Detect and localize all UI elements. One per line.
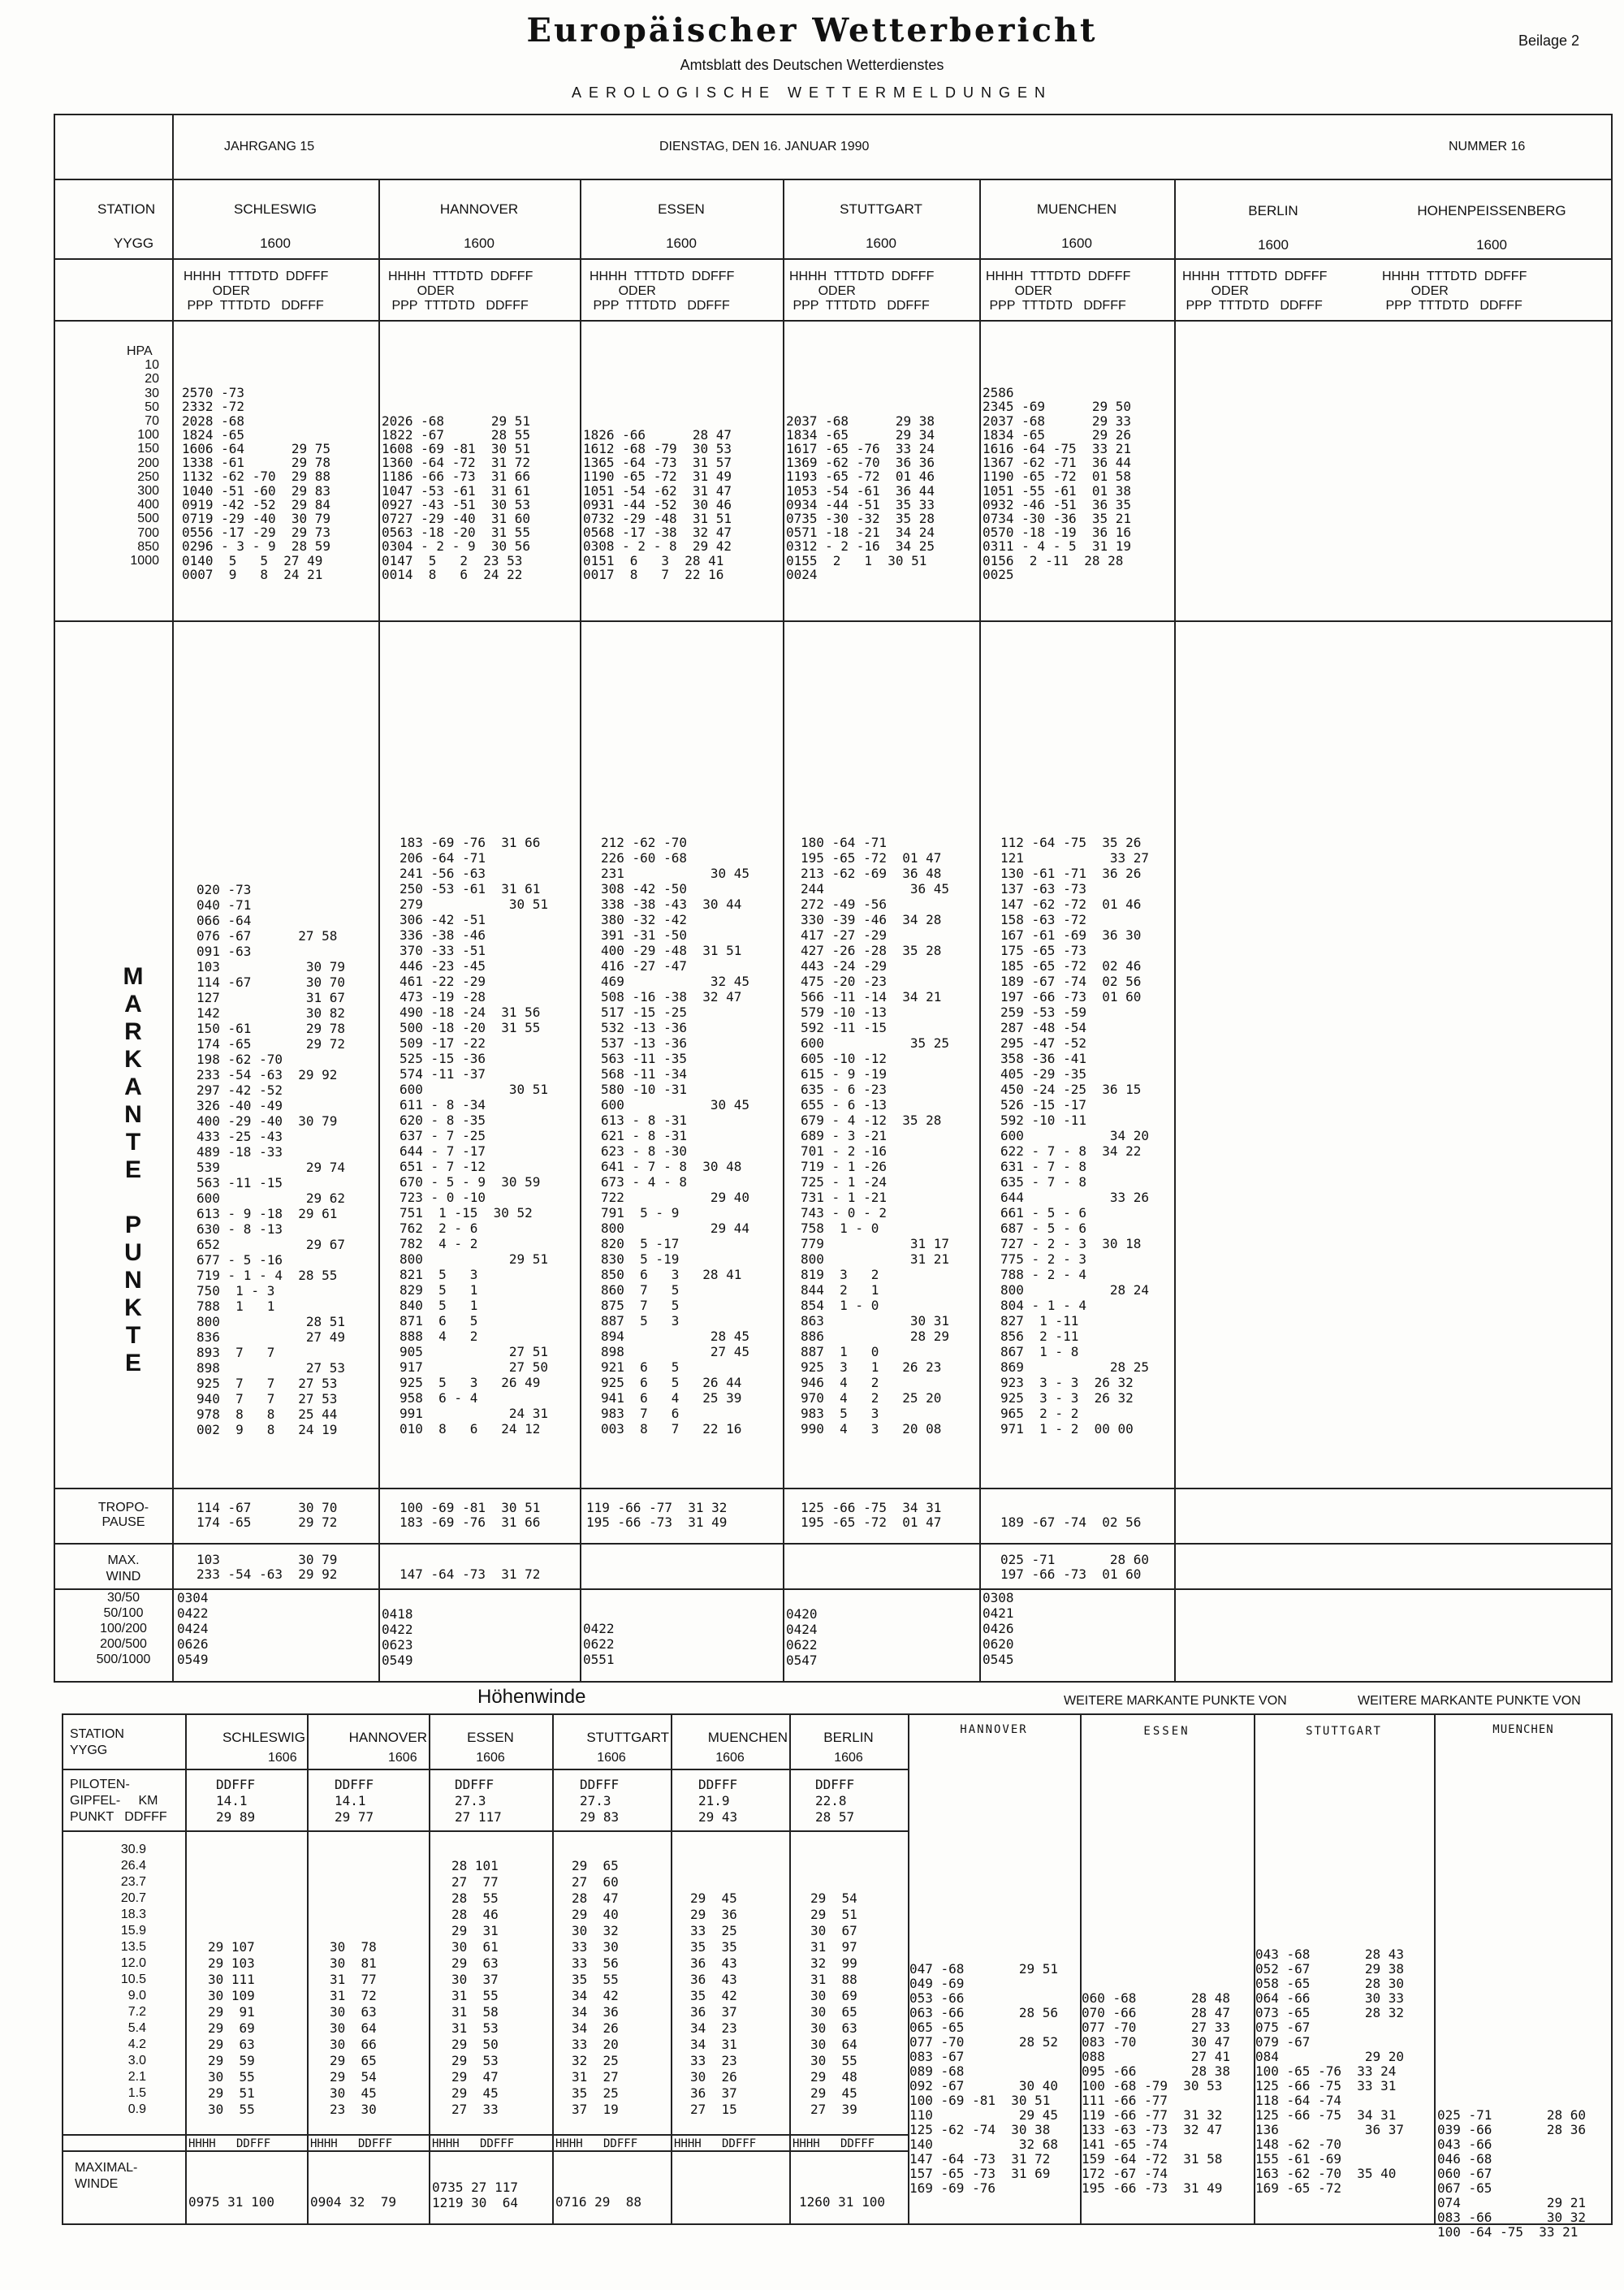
- time-essen: 1600: [666, 235, 697, 251]
- hhhh-hannover: HHHH DDFFF: [310, 2137, 393, 2150]
- maxwind-label: MAX. WIND: [106, 1553, 141, 1584]
- time-hohenpeissenberg: 1600: [1476, 237, 1507, 253]
- hhhh-essen: HHHH DDFFF: [432, 2137, 515, 2150]
- hw-station-hannover: HANNOVER: [348, 1730, 427, 1745]
- weitere-label-1: WEITERE MARKANTE PUNKTE VON: [1064, 1694, 1287, 1708]
- hw-hannover: 30 78 30 81 31 77 31 72 30 63 30 64 30 66 29 65 29 54 30 45 23 30: [330, 1939, 377, 2117]
- max-hannover: 0904 32 79: [310, 2194, 396, 2210]
- tropopause-label: TROPO- PAUSE: [97, 1501, 149, 1529]
- max-schleswig: 0975 31 100: [188, 2194, 274, 2210]
- std-essen: 1826 -66 28 47 1612 -68 -79 30 53 1365 -64 -73 31 57 1190 -65 -72 31 49 1051 -54 -62 31 47 0931 -44 -52 30 46 0732 -29 -48 31 51 0568 -17 -38 32 47 0308 - 2 - 8 29 42 0151 6 3 28 41 0017 8 7 22 16: [583, 426, 732, 582]
- jahrgang: JAHRGANG 15: [224, 140, 315, 153]
- station-stuttgart: STUTTGART: [840, 201, 922, 217]
- beilage-label: Beilage 2: [1518, 32, 1580, 49]
- hw-time-essen: 1606: [476, 1751, 505, 1765]
- time-muenchen: 1600: [1061, 235, 1092, 251]
- mk-stuttgart: 180 -64 -71 195 -65 -72 01 47 213 -62 -69 36 48 244 36 45 272 -49 -56 330 -39 -46 34 28 417 -27 -29 427 -26 -28 35 28 443 -24 -29 475 -20 -23 566 -11 -14 34 21 579 -10 -13 592 -11 -15 600 35 25 605 -10 -12 615 - 9 -19 635 - 6 -23 655 - 6 -13 679 - 4 -12 35 28 689 - 3 -21 701 - 2 -16 719 - 1 -26 725 - 1 -24 731 - 1 -21 743 - 0 - 2 758 1 - 0 779 31 17 800 31 21 819 3 2 844 2 1 854 1 - 0 863 30 31 886 28 29 887 1 0 925 3 1 26 23 946 4 2 970 4 2 25 20 983 5 3 990 4 3 20 08: [801, 835, 950, 1437]
- mk-muenchen: 112 -64 -75 35 26 121 33 27 130 -61 -71 36 26 137 -63 -73 147 -62 -72 01 46 158 -63 -72 167 -61 -69 36 30 175 -65 -73 185 -65 -72 02 46 189 -67 -74 02 56 197 -66 -73 01 60 259 -53 -59 287 -48 -54 295 -47 -52 358 -36 -41 405 -29 -35 450 -24 -25 36 15 526 -15 -17 592 -10 -11 600 34 20 622 - 7 - 8 34 22 631 - 7 - 8 635 - 7 - 8 644 33 26 661 - 5 - 6 687 - 5 - 6 727 - 2 - 3 30 18 775 - 2 - 3 788 - 2 - 4 800 28 24 804 - 1 - 4 827 1 -11 856 2 -11 867 1 - 8 869 28 25 923 3 - 3 26 32 925 3 - 3 26 32 965 2 - 2 971 1 - 2 00 00: [1000, 835, 1150, 1437]
- hw-berlin: 29 54 29 51 30 67 31 97 32 99 31 88 30 69 30 65 30 63 30 64 30 55 29 48 29 45 27 39: [810, 1890, 857, 2117]
- station-hohenpeissenberg: HOHENPEISSENBERG: [1417, 203, 1566, 218]
- mk-hannover: 183 -69 -76 31 66 206 -64 -71 241 -56 -63 250 -53 -61 31 61 279 30 51 306 -42 -51 336 -38 -46 370 -33 -51 446 -23 -45 461 -22 -29 473 -19 -28 490 -18 -24 31 56 500 -18 -20 31 55 509 -17 -22 525 -15 -36 574 -11 -37 600 30 51 611 - 8 -34 620 - 8 -35 637 - 7 -25 644 - 7 -17 651 - 7 -12 670 - 5 - 9 30 59 723 - 0 -10 751 1 -15 30 52 762 2 - 6 782 4 - 2 800 29 51 821 5 3 829 5 1 840 5 1 871 6 5 888 4 2 905 27 51 917 27 50 925 5 3 26 49 958 6 - 4 991 24 31 010 8 6 24 12: [400, 835, 549, 1437]
- mw-muenchen: 025 -71 28 60 197 -66 -73 01 60: [1000, 1552, 1150, 1582]
- station-essen: ESSEN: [658, 201, 705, 217]
- hw-station-schleswig: SCHLESWIG: [222, 1730, 305, 1745]
- time-berlin: 1600: [1258, 237, 1289, 253]
- mw-schleswig: 103 30 79 233 -54 -63 29 92: [197, 1552, 338, 1582]
- std-schleswig: 2570 -73 2332 -72 2028 -68 1824 -65 1606 -64 29 75 1338 -61 29 78 1132 -62 -70 29 88 1040 -51 -60 29 83 0919 -42 -52 29 84 0719 -29 -40 30 79 0556 -17 -29 29 73 0296 - 3 - 9 28 59 0140 5 5 27 49 0007 9 8 24 21: [182, 385, 331, 582]
- std-hannover: 2026 -68 29 51 1822 -67 28 55 1608 -69 -81 30 51 1360 -64 -72 31 72 1186 -66 -73 31 66 1047 -53 -61 31 61 0927 -43 -51 30 53 0727 -29 -40 31 60 0563 -18 -20 31 55 0304 - 2 - 9 30 56 0147 5 2 23 53 0014 8 6 24 22: [382, 413, 531, 582]
- time-hannover: 1600: [464, 235, 495, 251]
- page-title: Europäischer Wetterbericht: [526, 11, 1098, 50]
- col-header-hohenpeissenberg: HHHH TTTDTD DDFFF ODER PPP TTTDTD DDFFF: [1382, 270, 1527, 313]
- extra-hannover: HANNOVER: [960, 1723, 1028, 1736]
- tropo-hannover: 100 -69 -81 30 51 183 -69 -76 31 66: [400, 1500, 541, 1530]
- time-schleswig: 1600: [260, 235, 291, 251]
- extra-data-hannover: 047 -68 29 51 049 -69 053 -66 063 -66 28 56 065 -65 077 -70 28 52 083 -67 089 -68 092 -67 30 40 100 -69 -81 30 51 110 29 45 125 -62 -74 30 38 140 32 68 147 -64 -73 31 72 157 -65 -73 31 69 169 -69 -76: [909, 1961, 1059, 2196]
- pilot-berlin: DDFFF 22.8 28 57: [815, 1777, 855, 1825]
- page-subtitle: Amtsblatt des Deutschen Wetterdienstes: [680, 57, 944, 73]
- hw-station-berlin: BERLIN: [823, 1730, 874, 1745]
- hw-station-muenchen: MUENCHEN: [707, 1730, 788, 1745]
- markante-punkte-label: M A R K A N T E P U N K T E: [123, 963, 144, 1376]
- col-header-schleswig: HHHH TTTDTD DDFFF ODER PPP TTTDTD DDFFF: [184, 270, 329, 313]
- col-header-essen: HHHH TTTDTD DDFFF ODER PPP TTTDTD DDFFF: [590, 270, 735, 313]
- tropo-essen: 119 -66 -77 31 32 195 -66 -73 31 49: [586, 1500, 728, 1530]
- col-header-berlin: HHHH TTTDTD DDFFF ODER PPP TTTDTD DDFFF: [1182, 270, 1328, 313]
- hpa-label: HPA: [127, 344, 153, 358]
- hhhh-stuttgart: HHHH DDFFF: [555, 2137, 638, 2150]
- hhhh-berlin: HHHH DDFFF: [793, 2137, 875, 2150]
- pilot-stuttgart: DDFFF 27.3 29 83: [580, 1777, 620, 1825]
- station-hannover: HANNOVER: [439, 201, 519, 217]
- weitere-label-2: WEITERE MARKANTE PUNKTE VON: [1358, 1694, 1581, 1708]
- max-essen: 0735 27 117 1219 30 64: [432, 2180, 518, 2210]
- hw-time-stuttgart: 1606: [597, 1751, 626, 1765]
- extra-stuttgart: STUTTGART: [1306, 1725, 1382, 1738]
- tropo-schleswig: 114 -67 30 70 174 -65 29 72: [197, 1500, 338, 1530]
- layer-hannover: 0418 0422 0623 0549: [382, 1606, 413, 1668]
- hw-time-berlin: 1606: [834, 1751, 863, 1765]
- extra-data-muenchen: 025 -71 28 60 039 -66 28 36 043 -66 046 -68 060 -67 067 -65 074 29 21 083 -66 30 32 100 -64 -75 33 21: [1437, 2107, 1587, 2240]
- extra-essen: ESSEN: [1143, 1725, 1190, 1738]
- max-stuttgart: 0716 29 88: [555, 2194, 641, 2210]
- extra-muenchen: MUENCHEN: [1492, 1723, 1554, 1736]
- layer-labels: 30/50 50/100 100/200 200/500 500/1000: [96, 1591, 151, 1666]
- pilot-hannover: DDFFF 14.1 29 77: [335, 1777, 374, 1825]
- hw-time-muenchen: 1606: [715, 1751, 745, 1765]
- hpa-levels: 10 20 30 50 70 100 150 200 250 300 400 500 700 850 1000: [130, 358, 159, 568]
- hhhh-schleswig: HHHH DDFFF: [188, 2137, 271, 2150]
- hw-time-hannover: 1606: [388, 1751, 417, 1765]
- tropo-stuttgart: 125 -66 -75 34 31 195 -65 -72 01 47: [801, 1500, 942, 1530]
- tropo-muenchen: 189 -67 -74 02 56: [1000, 1514, 1142, 1530]
- layer-stuttgart: 0420 0424 0622 0547: [786, 1606, 818, 1668]
- station-schleswig: SCHLESWIG: [233, 201, 317, 217]
- hw-schleswig: 29 107 29 103 30 111 30 109 29 91 29 69 29 63 29 59 30 55 29 51 30 55: [208, 1939, 255, 2117]
- hw-station-label: STATION YYGG: [70, 1727, 124, 1757]
- maximal-label: MAXIMAL- WINDE: [75, 2161, 138, 2191]
- mk-essen: 212 -62 -70 226 -60 -68 231 30 45 308 -42 -50 338 -38 -43 30 44 380 -32 -42 391 -31 -50 400 -29 -48 31 51 416 -27 -47 469 32 45 508 -16 -38 32 47 517 -15 -25 532 -13 -36 537 -13 -36 563 -11 -35 568 -11 -34 580 -10 -31 600 30 45 613 - 8 -31 621 - 8 -31 623 - 8 -30 641 - 7 - 8 30 48 673 - 4 - 8 722 29 40 791 5 - 9 800 29 44 820 5 -17 830 5 -19 850 6 3 28 41 860 7 5 875 7 5 887 5 3 894 28 45 898 27 45 921 6 5 925 6 5 26 44 941 6 4 25 39 983 7 6 003 8 7 22 16: [601, 835, 750, 1437]
- extra-data-essen: 060 -68 28 48 070 -66 28 47 077 -70 27 33 083 -70 30 47 088 27 41 095 -66 28 38 100 -68 -79 30 53 111 -66 -77 119 -66 -77 31 32 133 -63 -73 32 47 141 -65 -74 159 -64 -72 31 58 172 -67 -74 195 -66 -73 31 49: [1082, 1990, 1231, 2196]
- yygg-label: YYGG: [114, 235, 154, 251]
- nummer: NUMMER 16: [1449, 140, 1526, 153]
- pilot-label: PILOTEN- GIPFEL- KM PUNKT DDFFF: [70, 1778, 167, 1824]
- hw-levels: 30.9 26.4 23.7 20.7 18.3 15.9 13.5 12.0 10.5 9.0 7.2 5.4 4.2 3.0 2.1 1.5 0.9: [120, 1843, 146, 2116]
- hw-stuttgart: 29 65 27 60 28 47 29 40 30 32 33 30 33 56 35 55 34 42 34 36 34 26 33 20 32 25 31 27 35 25 37 19: [572, 1858, 619, 2117]
- time-stuttgart: 1600: [866, 235, 896, 251]
- col-header-muenchen: HHHH TTTDTD DDFFF ODER PPP TTTDTD DDFFF: [986, 270, 1131, 313]
- issue-date: DIENSTAG, DEN 16. JANUAR 1990: [659, 140, 870, 153]
- pilot-schleswig: DDFFF 14.1 29 89: [216, 1777, 256, 1825]
- col-header-hannover: HHHH TTTDTD DDFFF ODER PPP TTTDTD DDFFF: [388, 270, 533, 313]
- max-berlin: 1260 31 100: [799, 2194, 885, 2210]
- station-muenchen: MUENCHEN: [1036, 201, 1117, 217]
- mw-hannover: 147 -64 -73 31 72: [400, 1566, 541, 1582]
- std-stuttgart: 2037 -68 29 38 1834 -65 29 34 1617 -65 -76 33 24 1369 -62 -70 36 36 1193 -65 -72 01 46 1053 -54 -61 36 44 0934 -44 -51 35 33 0735 -30 -32 35 28 0571 -18 -21 34 24 0312 - 2 -16 34 25 0155 2 1 30 51 0024: [786, 413, 935, 582]
- col-header-stuttgart: HHHH TTTDTD DDFFF ODER PPP TTTDTD DDFFF: [789, 270, 935, 313]
- layer-schleswig: 0304 0422 0424 0626 0549: [177, 1590, 209, 1667]
- hw-station-stuttgart: STUTTGART: [586, 1730, 669, 1745]
- hw-time-schleswig: 1606: [268, 1751, 297, 1765]
- station-label: STATION: [97, 201, 156, 217]
- mk-schleswig: 020 -73 040 -71 066 -64 076 -67 27 58 091 -63 103 30 79 114 -67 30 70 127 31 67 142 30 82 150 -61 29 78 174 -65 29 72 198 -62 -70 233 -54 -63 29 92 297 -42 -52 326 -40 -49 400 -29 -40 30 79 433 -25 -43 489 -18 -33 539 29 74 563 -11 -15 600 29 62 613 - 9 -18 29 61 630 - 8 -13 652 29 67 677 - 5 -16 719 - 1 - 4 28 55 750 1 - 3 788 1 1 800 28 51 836 27 49 893 7 7 898 27 53 925 7 7 27 53 940 7 7 27 53 978 8 8 25 44 002 9 8 24 19: [197, 882, 346, 1437]
- hw-station-essen: ESSEN: [467, 1730, 514, 1745]
- std-muenchen: 2586 2345 -69 29 50 2037 -68 29 33 1834 -65 29 26 1616 -64 -75 33 21 1367 -62 -71 36 44 1190 -65 -72 01 58 1051 -55 -61 01 38 0932 -46 -51 36 35 0734 -30 -36 35 21 0570 -18 -19 36 16 0311 - 4 - 5 31 19 0156 2 -11 28 28 0025: [983, 385, 1132, 582]
- layer-muenchen: 0308 0421 0426 0620 0545: [983, 1590, 1014, 1667]
- hw-muenchen: 29 45 29 36 33 25 35 35 36 43 36 43 35 42 36 37 34 23 34 31 33 23 30 26 36 37 27 15: [690, 1890, 737, 2117]
- station-berlin: BERLIN: [1248, 203, 1298, 218]
- pilot-muenchen: DDFFF 21.9 29 43: [698, 1777, 738, 1825]
- hw-essen: 28 101 27 77 28 55 28 46 29 31 30 61 29 63 30 37 31 55 31 58 31 53 29 50 29 53 29 47 29 45 27 33: [451, 1858, 499, 2117]
- hhhh-muenchen: HHHH DDFFF: [674, 2137, 757, 2150]
- layer-essen: 0422 0622 0551: [583, 1621, 615, 1667]
- pilot-essen: DDFFF 27.3 27 117: [455, 1777, 502, 1825]
- hoehenwinde-title: Höhenwinde: [477, 1686, 586, 1708]
- section-title: AEROLOGISCHE WETTERMELDUNGEN: [571, 84, 1053, 101]
- extra-data-stuttgart: 043 -68 28 43 052 -67 29 38 058 -65 28 30 064 -66 30 33 073 -65 28 32 075 -67 079 -67 084 29 20 100 -65 -76 33 24 125 -66 -75 33 31 118 -64 -74 125 -66 -75 34 31 136 36 37 148 -62 -70 155 -61 -69 163 -62 -70 35 40 169 -65 -72: [1255, 1946, 1405, 2196]
